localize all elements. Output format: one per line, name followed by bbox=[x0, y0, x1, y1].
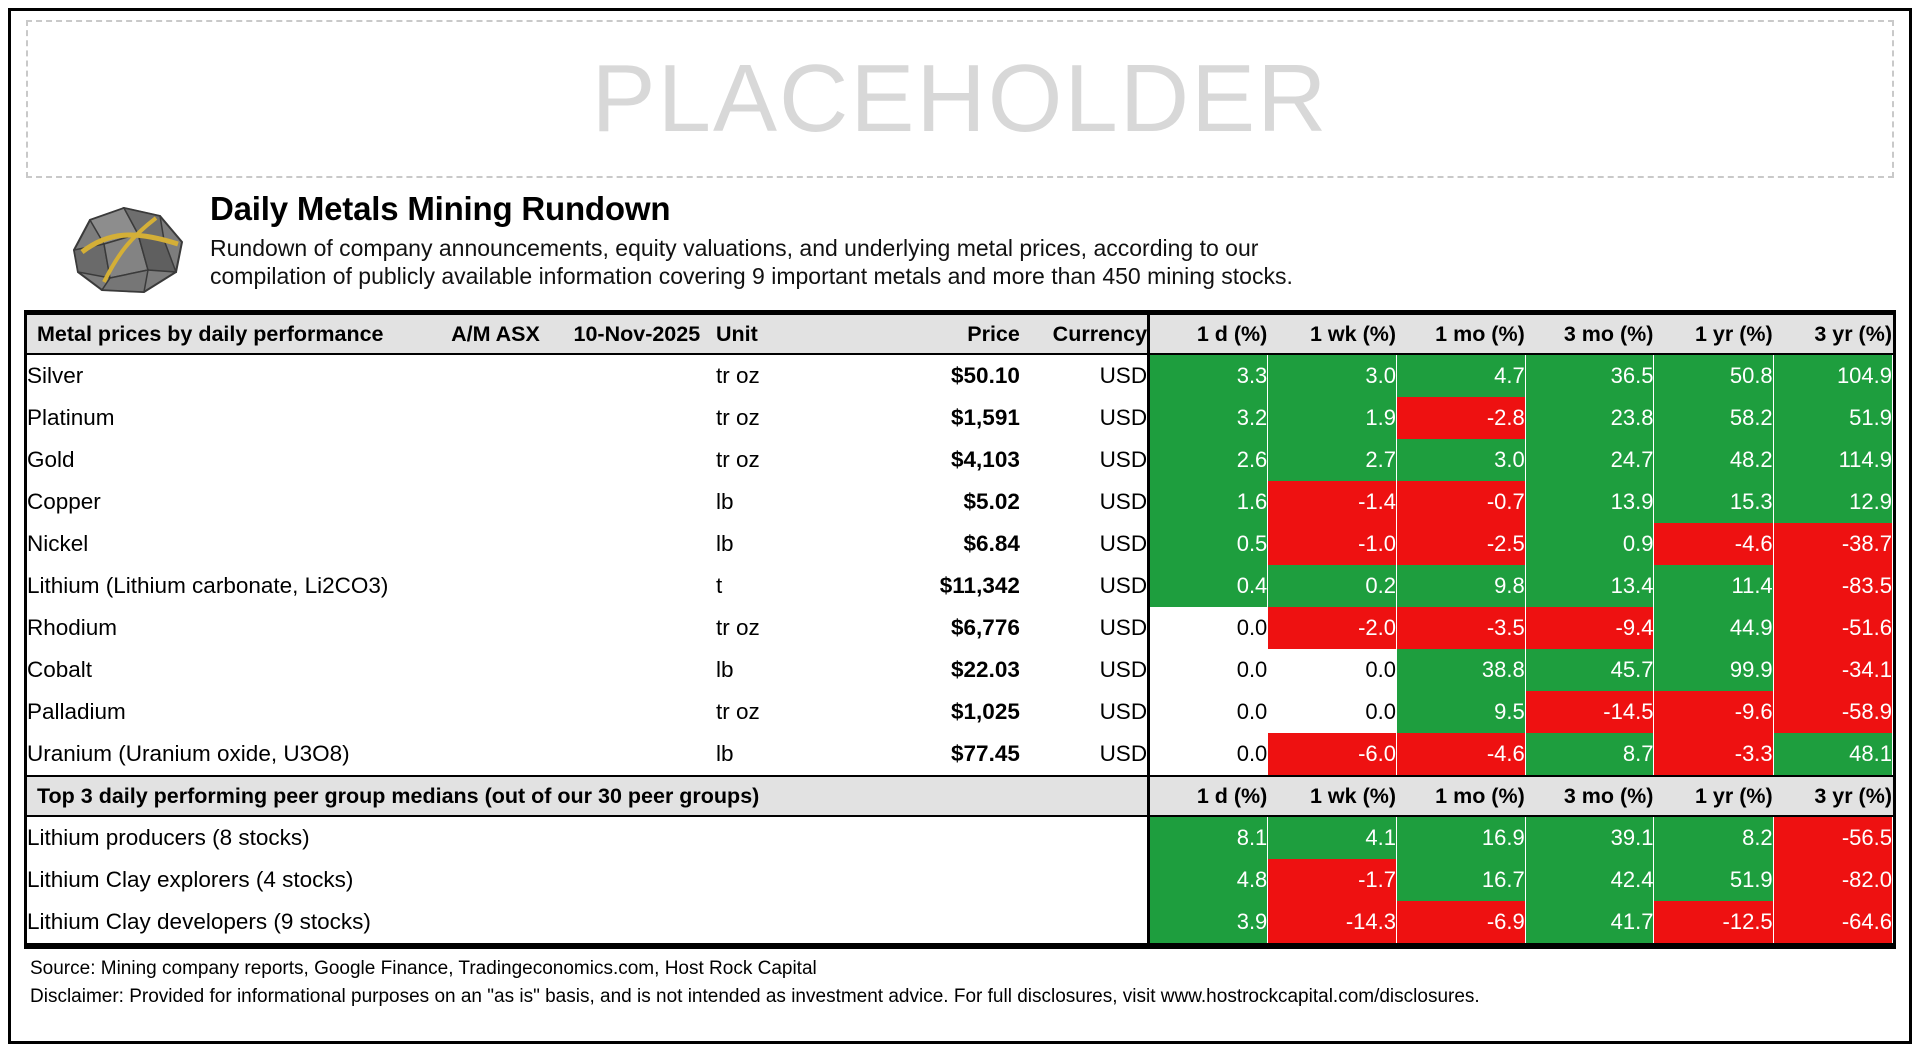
perf-1mo: -3.5 bbox=[1397, 607, 1526, 649]
metal-currency: USD bbox=[1099, 657, 1148, 682]
peer-header-3mo: 3 mo (%) bbox=[1525, 776, 1654, 816]
perf-3mo: 39.1 bbox=[1525, 816, 1654, 859]
page-subtitle-line2: compilation of publicly available information covering 9 important metals and more than 450 mining stocks. bbox=[210, 263, 1293, 290]
table-row bbox=[27, 565, 1893, 607]
perf-1yr: -12.5 bbox=[1654, 901, 1773, 945]
metals-header-1d: 1 d (%) bbox=[1149, 314, 1268, 354]
perf-1d: 0.4 bbox=[1149, 565, 1268, 607]
perf-3mo: 45.7 bbox=[1525, 649, 1654, 691]
metals-header-title: Metal prices by daily performance bbox=[27, 314, 433, 354]
metals-header-1wk: 1 wk (%) bbox=[1268, 314, 1397, 354]
perf-3yr: -56.5 bbox=[1773, 816, 1892, 859]
perf-1d: 4.8 bbox=[1149, 859, 1268, 901]
perf-1yr: 58.2 bbox=[1654, 397, 1773, 439]
table-row bbox=[27, 901, 1893, 945]
peer-header-1mo: 1 mo (%) bbox=[1397, 776, 1526, 816]
perf-3mo: 0.9 bbox=[1525, 523, 1654, 565]
metal-price: $50.10 bbox=[951, 363, 1020, 388]
metal-price: $6,776 bbox=[951, 615, 1020, 640]
peer-header-3yr: 3 yr (%) bbox=[1773, 776, 1892, 816]
metals-table-header-row bbox=[27, 314, 1893, 354]
perf-1mo: 16.9 bbox=[1397, 816, 1526, 859]
metals-header-unit: Unit bbox=[716, 314, 830, 354]
perf-3mo: 42.4 bbox=[1525, 859, 1654, 901]
peer-header-1d: 1 d (%) bbox=[1149, 776, 1268, 816]
perf-3mo: 13.9 bbox=[1525, 481, 1654, 523]
metals-header-1yr: 1 yr (%) bbox=[1654, 314, 1773, 354]
metals-header-asx: A/M ASX bbox=[433, 314, 558, 354]
perf-3yr: -82.0 bbox=[1773, 859, 1892, 901]
perf-3mo: 36.5 bbox=[1525, 354, 1654, 397]
metal-name: Rhodium bbox=[27, 615, 118, 640]
metal-currency: USD bbox=[1099, 573, 1148, 598]
perf-1yr: 48.2 bbox=[1654, 439, 1773, 481]
metal-unit: tr oz bbox=[715, 615, 760, 640]
perf-3yr: -58.9 bbox=[1773, 691, 1892, 733]
metal-price: $22.03 bbox=[951, 657, 1020, 682]
metal-name: Palladium bbox=[27, 699, 126, 724]
metal-price: $1,591 bbox=[951, 405, 1020, 430]
perf-3yr: -83.5 bbox=[1773, 565, 1892, 607]
perf-1wk: 0.0 bbox=[1268, 649, 1397, 691]
perf-3mo: 23.8 bbox=[1525, 397, 1654, 439]
perf-1mo: 38.8 bbox=[1397, 649, 1526, 691]
source-note: Source: Mining company reports, Google Finance, Tradingeconomics.com, Host Rock Capital bbox=[30, 958, 817, 979]
perf-1wk: 3.0 bbox=[1268, 354, 1397, 397]
perf-1yr: 11.4 bbox=[1654, 565, 1773, 607]
metal-unit: lb bbox=[715, 489, 734, 514]
perf-3yr: -51.6 bbox=[1773, 607, 1892, 649]
metal-unit: lb bbox=[715, 531, 734, 556]
metal-currency: USD bbox=[1099, 405, 1148, 430]
metal-currency: USD bbox=[1099, 531, 1148, 556]
perf-1wk: 0.0 bbox=[1268, 691, 1397, 733]
metal-currency: USD bbox=[1099, 363, 1148, 388]
perf-1mo: 9.5 bbox=[1397, 691, 1526, 733]
perf-3mo: -14.5 bbox=[1525, 691, 1654, 733]
table-row bbox=[27, 439, 1893, 481]
perf-3yr: 48.1 bbox=[1773, 733, 1892, 776]
perf-1wk: 0.2 bbox=[1268, 565, 1397, 607]
metal-unit: tr oz bbox=[715, 447, 760, 472]
perf-1wk: 2.7 bbox=[1268, 439, 1397, 481]
perf-1yr: 50.8 bbox=[1654, 354, 1773, 397]
metal-unit: lb bbox=[715, 657, 734, 682]
header-titles bbox=[210, 186, 1896, 290]
perf-1mo: -2.5 bbox=[1397, 523, 1526, 565]
table-row bbox=[27, 523, 1893, 565]
document-footer bbox=[24, 951, 1896, 1010]
perf-1mo: -0.7 bbox=[1397, 481, 1526, 523]
perf-1yr: -9.6 bbox=[1654, 691, 1773, 733]
perf-3yr: 51.9 bbox=[1773, 397, 1892, 439]
metal-name: Cobalt bbox=[27, 657, 93, 682]
perf-1mo: 3.0 bbox=[1397, 439, 1526, 481]
metal-price: $77.45 bbox=[951, 741, 1020, 766]
perf-1d: 0.0 bbox=[1149, 607, 1268, 649]
metals-header-date: 10-Nov-2025 bbox=[558, 314, 716, 354]
metal-unit: tr oz bbox=[715, 699, 760, 724]
perf-1wk: -6.0 bbox=[1268, 733, 1397, 776]
rock-logo-icon bbox=[60, 196, 192, 304]
perf-1wk: 1.9 bbox=[1268, 397, 1397, 439]
perf-1d: 0.0 bbox=[1149, 691, 1268, 733]
metal-name: Platinum bbox=[27, 405, 115, 430]
metal-name: Uranium (Uranium oxide, U3O8) bbox=[27, 741, 350, 766]
perf-1d: 0.0 bbox=[1149, 649, 1268, 691]
table-row bbox=[27, 481, 1893, 523]
table-row bbox=[27, 859, 1893, 901]
perf-1wk: -14.3 bbox=[1268, 901, 1397, 945]
perf-1yr: 15.3 bbox=[1654, 481, 1773, 523]
perf-1wk: -2.0 bbox=[1268, 607, 1397, 649]
metals-header-1mo: 1 mo (%) bbox=[1397, 314, 1526, 354]
peer-header-1wk: 1 wk (%) bbox=[1268, 776, 1397, 816]
perf-3yr: -38.7 bbox=[1773, 523, 1892, 565]
perf-1yr: 99.9 bbox=[1654, 649, 1773, 691]
perf-1wk: -1.4 bbox=[1268, 481, 1397, 523]
metal-name: Lithium (Lithium carbonate, Li2CO3) bbox=[27, 573, 389, 598]
peer-header-title: Top 3 daily performing peer group medians (out of our 30 peer groups) bbox=[27, 776, 1149, 816]
perf-3yr: -34.1 bbox=[1773, 649, 1892, 691]
perf-1d: 3.9 bbox=[1149, 901, 1268, 945]
metal-name: Silver bbox=[27, 363, 84, 388]
perf-1wk: 4.1 bbox=[1268, 816, 1397, 859]
perf-1mo: 4.7 bbox=[1397, 354, 1526, 397]
metal-currency: USD bbox=[1099, 447, 1148, 472]
perf-1mo: -6.9 bbox=[1397, 901, 1526, 945]
metal-unit: tr oz bbox=[715, 405, 760, 430]
perf-1yr: 51.9 bbox=[1654, 859, 1773, 901]
table-row bbox=[27, 733, 1893, 776]
perf-3yr: 12.9 bbox=[1773, 481, 1892, 523]
metals-and-peers-table bbox=[24, 310, 1896, 949]
table-row bbox=[27, 607, 1893, 649]
metal-currency: USD bbox=[1099, 741, 1148, 766]
metal-unit: t bbox=[715, 573, 723, 598]
peer-group-name: Lithium Clay explorers (4 stocks) bbox=[27, 867, 354, 892]
metal-currency: USD bbox=[1099, 699, 1148, 724]
perf-1d: 0.0 bbox=[1149, 733, 1268, 776]
perf-3mo: 41.7 bbox=[1525, 901, 1654, 945]
perf-1d: 1.6 bbox=[1149, 481, 1268, 523]
page-subtitle-line1: Rundown of company announcements, equity valuations, and underlying metal prices, according to our bbox=[210, 235, 1259, 261]
perf-1d: 2.6 bbox=[1149, 439, 1268, 481]
metal-price: $5.02 bbox=[963, 489, 1020, 514]
perf-3yr: -64.6 bbox=[1773, 901, 1892, 945]
metal-name: Copper bbox=[27, 489, 101, 514]
metal-price: $11,342 bbox=[939, 573, 1020, 598]
metal-currency: USD bbox=[1099, 615, 1148, 640]
perf-1wk: -1.7 bbox=[1268, 859, 1397, 901]
perf-1yr: 8.2 bbox=[1654, 816, 1773, 859]
metal-price: $6.84 bbox=[963, 531, 1020, 556]
perf-1d: 0.5 bbox=[1149, 523, 1268, 565]
perf-3yr: 114.9 bbox=[1773, 439, 1892, 481]
peer-table-header-row bbox=[27, 776, 1893, 816]
metal-price: $1,025 bbox=[951, 699, 1020, 724]
metal-name: Gold bbox=[27, 447, 75, 472]
document-header bbox=[24, 186, 1896, 304]
perf-3mo: 24.7 bbox=[1525, 439, 1654, 481]
table-row bbox=[27, 816, 1893, 859]
perf-1mo: 16.7 bbox=[1397, 859, 1526, 901]
metals-header-price: Price bbox=[830, 314, 1020, 354]
page-title: Daily Metals Mining Rundown bbox=[210, 190, 671, 227]
metals-header-3yr: 3 yr (%) bbox=[1773, 314, 1892, 354]
metal-unit: tr oz bbox=[715, 363, 760, 388]
perf-1yr: 44.9 bbox=[1654, 607, 1773, 649]
perf-1wk: -1.0 bbox=[1268, 523, 1397, 565]
perf-1d: 8.1 bbox=[1149, 816, 1268, 859]
perf-3mo: 13.4 bbox=[1525, 565, 1654, 607]
perf-3mo: -9.4 bbox=[1525, 607, 1654, 649]
perf-3yr: 104.9 bbox=[1773, 354, 1892, 397]
table-row bbox=[27, 354, 1893, 397]
data-table bbox=[27, 313, 1893, 946]
placeholder-text: PLACEHOLDER bbox=[591, 45, 1329, 152]
placeholder-banner bbox=[26, 20, 1894, 178]
metal-name: Nickel bbox=[27, 531, 89, 556]
peer-header-1yr: 1 yr (%) bbox=[1654, 776, 1773, 816]
metal-currency: USD bbox=[1099, 489, 1148, 514]
peer-group-name: Lithium producers (8 stocks) bbox=[27, 825, 310, 850]
perf-1yr: -4.6 bbox=[1654, 523, 1773, 565]
page-subtitle bbox=[210, 234, 1870, 290]
metal-price: $4,103 bbox=[951, 447, 1020, 472]
perf-1d: 3.3 bbox=[1149, 354, 1268, 397]
perf-1mo: 9.8 bbox=[1397, 565, 1526, 607]
peer-group-name: Lithium Clay developers (9 stocks) bbox=[27, 909, 371, 934]
perf-1yr: -3.3 bbox=[1654, 733, 1773, 776]
perf-1d: 3.2 bbox=[1149, 397, 1268, 439]
table-row bbox=[27, 649, 1893, 691]
metal-unit: lb bbox=[715, 741, 734, 766]
table-row bbox=[27, 691, 1893, 733]
perf-3mo: 8.7 bbox=[1525, 733, 1654, 776]
perf-1mo: -2.8 bbox=[1397, 397, 1526, 439]
metals-header-3mo: 3 mo (%) bbox=[1525, 314, 1654, 354]
table-row bbox=[27, 397, 1893, 439]
perf-1mo: -4.6 bbox=[1397, 733, 1526, 776]
metals-header-currency: Currency bbox=[1020, 314, 1149, 354]
disclaimer-note: Disclaimer: Provided for informational purposes on an "as is" basis, and is not intended as investment advice. For full disclosures, visit www.hostrockcapital.com/disclosures. bbox=[30, 985, 1480, 1007]
